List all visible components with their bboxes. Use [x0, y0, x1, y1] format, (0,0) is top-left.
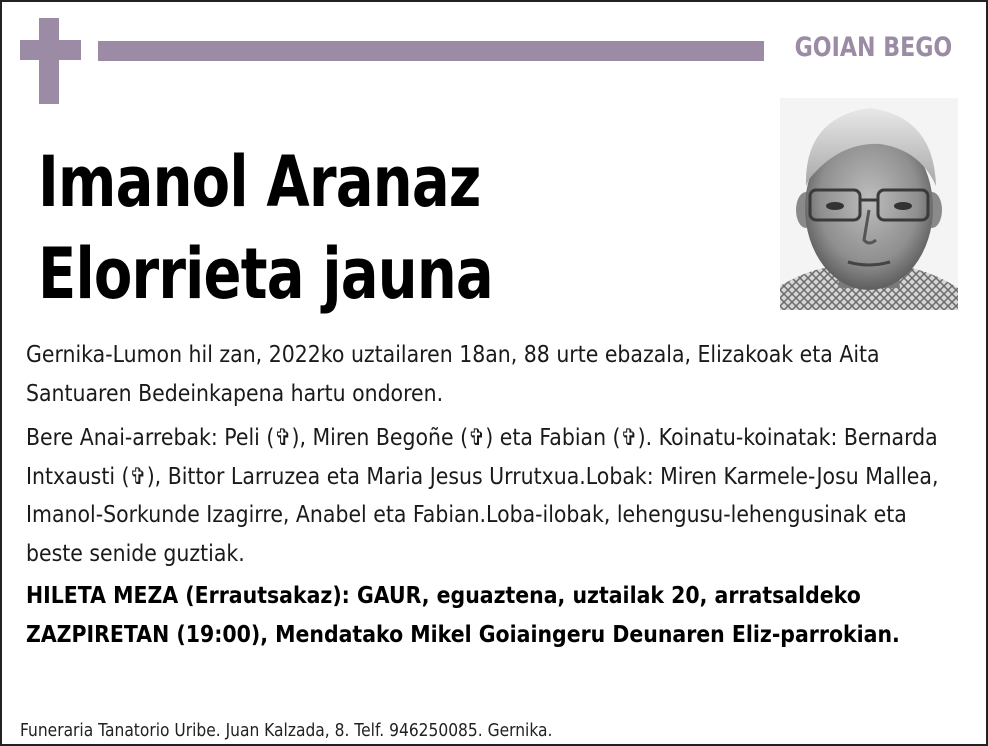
header-label: GOIAN BEGO	[794, 32, 952, 63]
family-paragraph: Bere Anai-arrebak: Peli (✞), Miren Begoñe (✞) eta Fabian (✞). Koinatu-koinatak: Bernarda Intxausti (✞), Bittor Larruzea eta Maria Jesus Urrutxua.Lobak: Miren Karmele-Josu Mallea, Imanol-Sorkunde Izagirre, Anabel eta Fabian.Loba-ilobak, lehengusu-lehengusinak eta beste senide guztiak.	[26, 425, 939, 567]
header-divider-bar	[98, 41, 764, 61]
cross-icon-vertical	[39, 18, 59, 104]
funeral-paragraph: HILETA MEZA (Errautsakaz): GAUR, eguaztena, uztailak 20, arratsaldeko ZAZPIRETAN (19:00), Mendatako Mikel Goiaingeru Deunaren Eliz-parrokian.	[26, 583, 900, 648]
death-notice-paragraph: Gernika-Lumon hil zan, 2022ko uztailaren 18an, 88 urte ebazala, Elizakoak eta Aita Santuaren Bedeinkapena hartu ondoren.	[26, 342, 880, 407]
deceased-name-line2: Elorrieta jauna	[38, 233, 493, 315]
deceased-name-line1: Imanol Aranaz	[38, 141, 481, 223]
deceased-name	[38, 136, 493, 320]
funeral-home-footer: Funeraria Tanatorio Uribe. Juan Kalzada, 8. Telf. 946250085. Gernika.	[20, 720, 553, 741]
portrait-icon	[780, 98, 958, 310]
cross-icon-horizontal	[20, 40, 81, 60]
portrait-photo	[780, 98, 958, 310]
obituary-body	[26, 336, 966, 654]
